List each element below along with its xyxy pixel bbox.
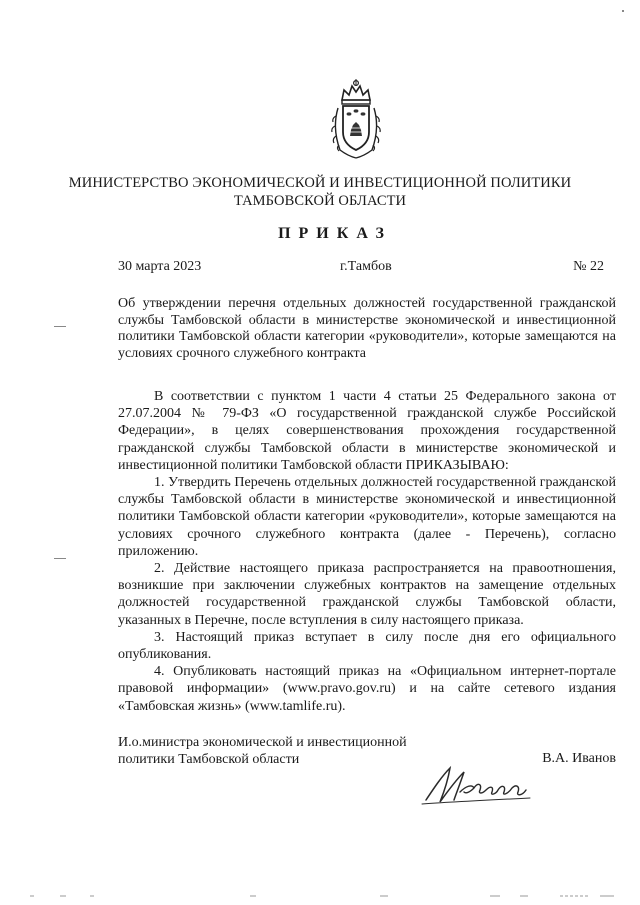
signatory-title-line-1: И.о.министра экономической и инвестиционной bbox=[118, 735, 407, 750]
order-body bbox=[118, 388, 616, 715]
order-city: г.Тамбов bbox=[340, 259, 392, 274]
ministry-line-2: ТАМБОВСКОЙ ОБЛАСТИ bbox=[233, 193, 407, 209]
item-3-paragraph: 3. Настоящий приказ вступает в силу после дня его официального опубликования. bbox=[118, 629, 616, 663]
order-date: 30 марта 2023 bbox=[118, 259, 202, 274]
top-right-mark bbox=[622, 10, 624, 12]
coat-of-arms-icon bbox=[328, 78, 384, 160]
item-1-paragraph: 1. Утвердить Перечень отдельных должностей государственной гражданской службы Тамбовской области в министерстве экономической и инвестиционной политики Тамбовской области категории «руководители», которые замещаются на условиях срочного служебного контракта (далее - Перечень), согласно приложению. bbox=[118, 475, 616, 559]
handwritten-signature bbox=[420, 758, 535, 808]
ministry-name bbox=[60, 174, 580, 210]
item-2-paragraph: 2. Действие настоящего приказа распространяется на правоотношения, возникшие при заключении служебных контрактов на замещение отдельных должностей государственной гражданской службы Тамбовской области, указанных в Перечне, после вступления в силу настоящего приказа. bbox=[118, 561, 616, 628]
signatory-title-line-2: политики Тамбовской области bbox=[118, 752, 300, 767]
signatory-name: В.А. Иванов bbox=[542, 751, 616, 766]
preamble-paragraph: В соответствии с пунктом 1 части 4 статьи 25 Федерального закона от 27.07.2004 № 79-ФЗ «О государственной гражданской службе Российской Федерации», в целях совершенствования прохождения государственной гражданской службы Тамбовской области в министерстве экономической и инвестиционной политики Тамбовской области ПРИКАЗЫВАЮ: bbox=[118, 389, 616, 473]
margin-mark bbox=[54, 326, 66, 327]
scan-edge-dashes bbox=[0, 893, 640, 899]
signatory-title bbox=[118, 734, 407, 768]
ministry-line-1: МИНИСТЕРСТВО ЭКОНОМИЧЕСКОЙ И ИНВЕСТИЦИОННОЙ ПОЛИТИКИ bbox=[68, 175, 572, 191]
order-subject: Об утверждении перечня отдельных должностей государственной гражданской службы Тамбовской области в министерстве экономической и инвестиционной политики Тамбовской области категории «руководители», которые замещаются на условиях срочного служебного контракта bbox=[118, 296, 616, 362]
margin-mark bbox=[54, 558, 66, 559]
item-4-paragraph: 4. Опубликовать настоящий приказ на «Официальном интернет-портале правовой информации» (www.pravo.gov.ru) и на сайте сетевого издания «Тамбовская жизнь» (www.tamlife.ru). bbox=[118, 664, 616, 714]
order-title: ПРИКАЗ bbox=[278, 225, 392, 242]
order-number: № 22 bbox=[573, 259, 604, 274]
